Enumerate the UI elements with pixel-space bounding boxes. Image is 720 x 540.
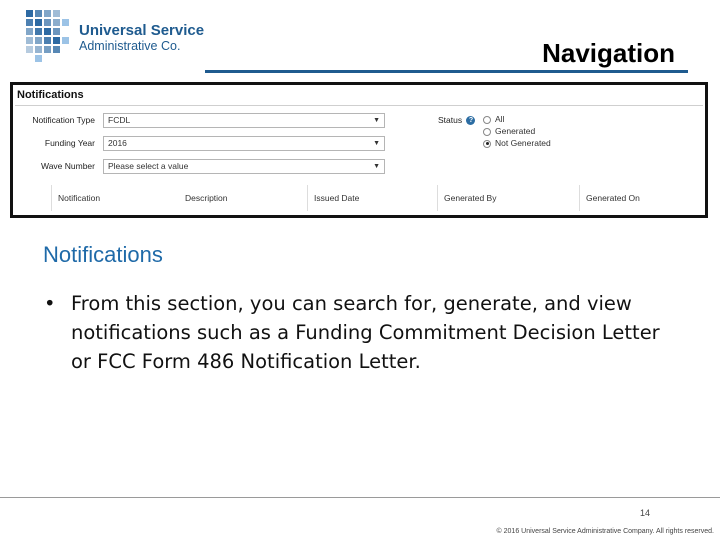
- bullet-text: From this section, you can search for, generate, and view notifications such as a Funding Commitment Decision Letter or FCC Form 486 Notification Letter.: [71, 292, 660, 373]
- slide-title: Navigation: [542, 38, 675, 68]
- logo-line-1: Universal Service: [79, 22, 205, 39]
- copyright-notice: © 2016 Universal Service Administrative Company. All rights reserved.: [496, 528, 714, 535]
- panel-divider: [15, 105, 703, 106]
- notification-type-value: FCDL: [108, 115, 131, 125]
- bullet-item: [44, 289, 684, 376]
- results-table-header: [51, 185, 701, 211]
- column-header-issued-date[interactable]: Issued Date: [307, 185, 437, 211]
- radio-icon[interactable]: [483, 116, 491, 124]
- status-label-group: [438, 115, 475, 125]
- status-option-generated[interactable]: [483, 126, 535, 136]
- status-option-all[interactable]: [483, 114, 504, 124]
- section-heading: Notifications: [43, 242, 163, 267]
- usac-logo: [22, 4, 205, 62]
- notifications-panel: [10, 82, 708, 218]
- column-header-notification[interactable]: Notification: [51, 185, 179, 211]
- column-header-generated-on[interactable]: Generated On: [579, 185, 697, 211]
- panel-title: Notifications: [17, 89, 84, 101]
- wave-number-label: Wave Number: [40, 161, 95, 171]
- column-header-description[interactable]: Description: [185, 193, 228, 203]
- radio-icon[interactable]: [483, 128, 491, 136]
- page-number: 14: [640, 508, 651, 518]
- wave-number-select[interactable]: [103, 159, 385, 174]
- logo-line-2: Administrative Co.: [79, 39, 181, 53]
- status-option-label: Generated: [495, 126, 536, 136]
- chevron-down-icon: ▼: [373, 163, 380, 170]
- status-label: Status: [438, 115, 463, 125]
- notification-type-label: Notification Type: [32, 115, 95, 125]
- status-option-label: Not Generated: [495, 138, 551, 148]
- logo-text: [79, 22, 204, 54]
- help-icon[interactable]: ?: [466, 116, 475, 125]
- wave-number-value: Please select a value: [108, 161, 189, 171]
- funding-year-label: Funding Year: [44, 138, 95, 148]
- header-divider: [205, 70, 688, 73]
- status-option-not-generated[interactable]: [483, 138, 551, 148]
- logo-grid-icon: [22, 4, 72, 62]
- footer-divider: [0, 497, 720, 498]
- funding-year-value: 2016: [108, 138, 127, 148]
- chevron-down-icon: ▼: [373, 117, 380, 124]
- chevron-down-icon: ▼: [373, 140, 380, 147]
- notification-type-select[interactable]: [103, 113, 385, 128]
- column-header-generated-by[interactable]: Generated By: [437, 185, 579, 211]
- status-option-label: All: [495, 114, 505, 124]
- radio-selected-icon[interactable]: [483, 140, 491, 148]
- funding-year-select[interactable]: [103, 136, 385, 151]
- bullet-icon: •: [44, 292, 56, 315]
